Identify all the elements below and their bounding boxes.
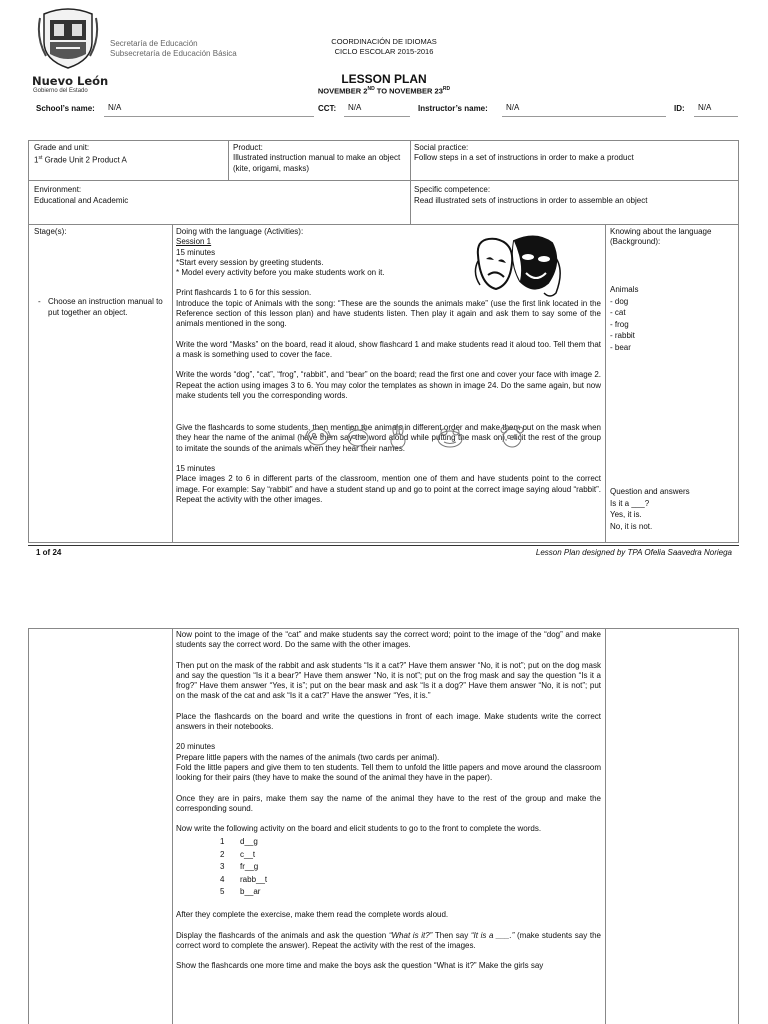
theater-masks-illustration xyxy=(472,233,568,301)
animals-title: Animals xyxy=(610,285,639,294)
social-practice-cell xyxy=(414,143,734,164)
dog-mask-icon xyxy=(304,429,332,445)
social-practice-label: Social practice: xyxy=(414,143,469,152)
lesson-dates xyxy=(254,86,514,96)
p1-a: 15 minutes xyxy=(176,247,216,257)
competence-label: Specific competence: xyxy=(414,185,491,194)
qa-item: No, it is not. xyxy=(610,521,653,531)
instructor-name-value: N/A xyxy=(506,103,520,112)
secretaria-block xyxy=(110,39,237,59)
p4: Write the words “dog”, “cat”, “frog”, “rabbit”, and “bear” on the board; read the first one and cover your face with image 2. Repeat the action using images 3 to 6. You may color the templates as shown in image 24. Do the same again, but now make students tell you the corresponding words. xyxy=(176,370,601,400)
p2-7: After they complete the exercise, make them read the complete words aloud. xyxy=(176,910,449,920)
coat-of-arms-icon xyxy=(36,8,100,70)
state-logo xyxy=(32,8,109,96)
dates-mid: TO NOVEMBER 23 xyxy=(374,86,443,96)
environment-value: Educational and Academic xyxy=(34,196,129,206)
cat-mask-icon xyxy=(348,426,368,446)
dates-prefix: NOVEMBER 2 xyxy=(317,86,368,96)
exercise-item: 3 fr__g xyxy=(220,862,259,872)
animal-item: - cat xyxy=(610,308,626,318)
product-label: Product: xyxy=(233,143,263,152)
session-title: Session 1 xyxy=(176,237,212,247)
animal-masks-icon xyxy=(300,425,540,449)
competence-cell xyxy=(414,185,734,207)
activities-cell-continued xyxy=(176,630,601,972)
product-value: Illustrated instruction manual to make an object (kite, origami, masks) xyxy=(233,153,401,173)
product-cell xyxy=(233,143,405,174)
p2-8: Display the flashcards of the animals and ask the question “What is it?” Then say “It is a ___.” (make students say the correct word to complete the answer). Repeat the activity with the rest of the images. xyxy=(176,930,601,951)
stage-label: Stage(s): xyxy=(34,227,67,236)
p2-1: Now point to the image of the “cat” and make students say the correct word; point to the image of the “dog” and make students say the correct word. Do the same with the other images. xyxy=(176,630,601,650)
animal-item: - dog xyxy=(610,296,629,306)
school-cycle: CICLO ESCOLAR 2015-2016 xyxy=(334,46,434,56)
theater-masks-icon xyxy=(472,233,568,301)
page-number: 1 of 24 xyxy=(36,548,62,557)
activities-label: Doing with the language (Activities): xyxy=(176,227,304,236)
competence-value: Read illustrated sets of instructions in order to assemble an object xyxy=(414,196,648,206)
id-value: N/A xyxy=(698,103,712,112)
knowing-cell xyxy=(610,227,736,248)
footer-credit: Lesson Plan designed by TPA Ofelia Saavedra Noriega xyxy=(535,548,732,557)
grade-num: 1 xyxy=(34,155,39,165)
cct-label: CCT: xyxy=(318,104,337,113)
logo-caption: Nuevo León xyxy=(32,74,109,88)
instructor-name-field xyxy=(502,103,666,117)
p6-b: Place images 2 to 6 in different parts of the classroom, mention one of them and have students point to the correct image. For example: Say “rabbit” and have a student stand up and go to point at the correct image saying aloud “rabbit”. Repeat the activity with the other images. xyxy=(176,474,601,504)
coordination-block xyxy=(284,37,484,56)
p2-6: Now write the following activity on the board and elicit students to go to the front to complete the words. xyxy=(176,824,542,834)
p2-9: Show the flashcards one more time and make the boys ask the question “What is it?” Make the girls say xyxy=(176,961,544,971)
exercise-item: 1 d__g xyxy=(220,837,258,847)
grade-rest: Grade Unit 2 Product A xyxy=(42,155,127,165)
id-field xyxy=(694,103,738,117)
animal-item: - bear xyxy=(610,342,631,352)
animal-item: - rabbit xyxy=(610,331,635,341)
qa-list xyxy=(610,486,730,532)
grade-label: Grade and unit: xyxy=(34,143,90,152)
cct-field xyxy=(344,103,410,117)
p1-b: *Start every session by greeting students. xyxy=(176,257,324,267)
p5: Give the flashcards to some students, then mention the animals in different order and make them put on the mask when they hear the name of the animal (have them say the word aloud while putting the mask on), elicit the rest of the group to imitate the sounds of the animals when they hear their names. xyxy=(176,423,601,453)
stage-item: - Choose an instruction manual to put together an object. xyxy=(38,296,168,318)
frog-mask-icon xyxy=(438,429,462,447)
social-practice-value: Follow steps in a set of instructions in order to make a product xyxy=(414,153,634,163)
p2-2: Then put on the mask of the rabbit and ask students “Is it a cat?” Have them answer “No, it is not”; put on the dog mask and say the question “Is it a bear?” Have them answer “No, it is not”; put on the frog mask and say the question “Is it a frog?” Have them answer “Yes, it is”; put on the bear mask and ask “Is it a dog?” Have them answer “No, it is not”; put on the mask of the cat and ask “Is it a cat?” Have the answer “Yes, it is.” xyxy=(176,660,601,701)
exercise-item: 5 b__ar xyxy=(220,887,261,897)
environment-cell xyxy=(34,185,404,207)
cct-value: N/A xyxy=(348,103,362,112)
knowing-label: Knowing about the language (Background): xyxy=(610,227,712,247)
secretaria-line-1: Secretaría de Educación xyxy=(110,39,198,48)
p2-4a: 20 minutes xyxy=(176,742,216,752)
rabbit-mask-icon xyxy=(391,425,405,448)
qa-item: Yes, it is. xyxy=(610,510,642,520)
school-name-value: N/A xyxy=(108,103,122,112)
grade-cell xyxy=(34,143,224,166)
instructor-name-label: Instructor’s name: xyxy=(418,104,488,113)
animal-item: - frog xyxy=(610,319,629,329)
grade-value xyxy=(34,153,224,166)
word-exercise xyxy=(220,836,601,898)
school-name-label: School’s name: xyxy=(36,104,95,113)
p2-4b: Prepare little papers with the names of the animals (two cards per animal). xyxy=(176,752,440,762)
dates-sup-1: ND xyxy=(367,86,375,92)
p1-c: * Model every activity before you make students work on it. xyxy=(176,268,385,278)
qa-title: Question and answers xyxy=(610,487,690,496)
secretaria-line-2: Subsecretaría de Educación Básica xyxy=(110,49,237,58)
bear-mask-icon xyxy=(501,427,523,447)
logo-subcaption: Gobierno del Estado xyxy=(33,88,88,94)
animals-list xyxy=(610,284,730,354)
stage-item-text: Choose an instruction manual to put together an object. xyxy=(48,297,163,317)
p2-5: Once they are in pairs, make them say the name of the animal they have to the rest of the group and make the corresponding sound. xyxy=(176,793,601,813)
p3: Write the word “Masks” on the board, read it aloud, show flashcard 1 and make students read it aloud too. Tell them that a mask is something used to cover the face. xyxy=(176,339,601,359)
id-label: ID: xyxy=(674,104,685,113)
p2-b: Introduce the topic of Animals with the song: “These are the sounds the animals make” (use the first link located in the Reference section of this lesson plan) and have students listen. Then play it again and ask them to say some of the animals mentioned in the song. xyxy=(176,298,601,329)
page-title: LESSON PLAN xyxy=(341,72,427,86)
coordination-title: COORDINACIÓN DE IDIOMAS xyxy=(331,37,437,46)
p6-a: 15 minutes xyxy=(176,464,216,474)
exercise-item: 2 c__t xyxy=(220,849,256,859)
p2-a: Print flashcards 1 to 6 for this session. xyxy=(176,288,312,298)
exercise-item: 4 rabb__t xyxy=(220,874,268,884)
p2-3: Place the flashcards on the board and write the questions in front of each image. Make students write the correct answers in their notebooks. xyxy=(176,711,601,732)
qa-item: Is it a ___? xyxy=(610,498,650,508)
animal-mask-templates xyxy=(300,425,540,449)
p2-4c: Fold the little papers and give them to ten students. Tell them to unfold the little papers and move around the classroom looking for their pairs (they have to make the sound of the animal they have in the paper). xyxy=(176,762,601,783)
grade-sup: st xyxy=(38,155,43,162)
dates-sup-2: RD xyxy=(442,86,451,92)
school-name-field xyxy=(104,103,314,117)
environment-label: Environment: xyxy=(34,185,82,194)
